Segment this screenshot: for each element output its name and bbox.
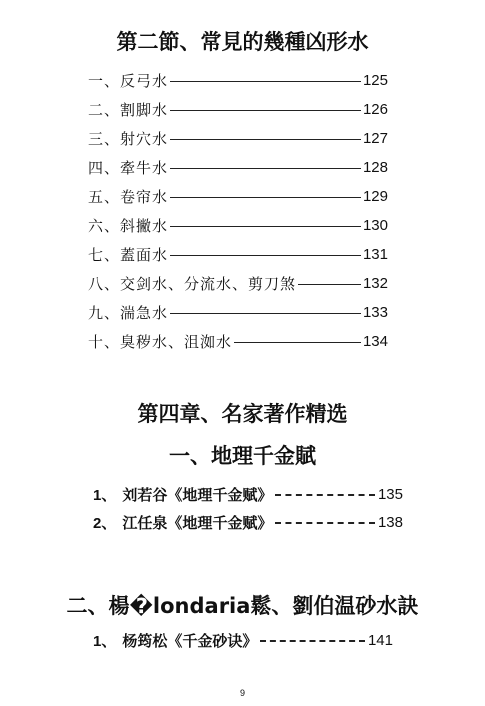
leader-line [170,110,361,111]
subsection-heading: 二、楊�londaria鬆、劉伯温砂水訣 [66,594,419,618]
toc-entry-number: 七、 [88,245,121,264]
leader-line [234,342,361,343]
toc-entry-title: 割脚水 [120,100,169,119]
toc-entry[interactable] [88,184,388,208]
leader-line [170,313,361,314]
toc-entry-page: 125 [362,71,388,89]
toc-entry-title: 臭秽水、沮洳水 [120,332,233,351]
toc-entry-number: 六、 [88,216,121,235]
leader-line [275,494,375,496]
toc-entry[interactable] [93,510,403,534]
chapter-heading: 第四章、名家著作精选 [137,402,348,426]
leader-line [298,284,361,285]
toc-entry-page: 138 [377,513,403,531]
toc-entry-page: 133 [362,303,388,321]
toc-entry-title: 反弓水 [120,71,169,90]
toc-entry-number: 二、 [88,100,121,119]
toc-entry[interactable] [88,126,388,150]
toc-entry-title: 卷帘水 [120,187,169,206]
toc-entry-number: 五、 [88,187,121,206]
toc-entry-title: 交剑水、分流水、剪刀煞 [120,274,297,293]
toc-entry-number: 三、 [88,129,121,148]
toc-entry-title: 牽牛水 [120,158,169,177]
toc-entry-page: 126 [362,100,388,118]
leader-line [170,197,361,198]
toc-entry-number: 九、 [88,303,121,322]
toc-entry[interactable] [88,300,388,324]
section-heading: 第二節、常見的幾種凶形水 [116,30,369,54]
toc-entry-page: 132 [362,274,388,292]
toc-entry[interactable] [88,329,388,353]
toc-entry-title: 射穴水 [120,129,169,148]
toc-entry-number: 八、 [88,274,121,293]
leader-line [170,168,361,169]
toc-entry[interactable] [88,97,388,121]
leader-line [170,255,361,256]
toc-entry[interactable] [88,68,388,92]
toc-entry-number: 2、 [93,514,117,532]
toc-entry-number: 四、 [88,158,121,177]
toc-entry[interactable] [88,155,388,179]
toc-entry-page: 141 [367,631,393,649]
leader-line [260,640,365,642]
toc-entry-title: 刘若谷《地理千金赋》 [122,486,273,504]
leader-line [170,226,361,227]
subsection-heading: 一、地理千金賦 [169,444,316,468]
toc-entry[interactable] [88,242,388,266]
toc-entry-page: 135 [377,485,403,503]
leader-line [170,81,361,82]
toc-entry-number: 1、 [93,632,117,650]
toc-entry-number: 一、 [88,71,121,90]
toc-entry-number: 十、 [88,332,121,351]
toc-entry-page: 134 [362,332,388,350]
toc-entry[interactable] [93,628,393,652]
toc-entry-title: 江任泉《地理千金赋》 [122,514,273,532]
toc-entry-page: 129 [362,187,388,205]
toc-entry-title: 湍急水 [120,303,169,322]
toc-entry[interactable] [88,213,388,237]
toc-entry-page: 128 [362,158,388,176]
leader-line [170,139,361,140]
toc-entry-title: 杨筠松《千金砂诀》 [122,632,258,650]
toc-entry-page: 127 [362,129,388,147]
leader-line [275,522,375,524]
page-number: 9 [239,688,245,698]
toc-entry-number: 1、 [93,486,117,504]
toc-entry-title: 斜撇水 [120,216,169,235]
toc-entry[interactable] [88,271,388,295]
toc-entry[interactable] [93,482,403,506]
toc-entry-title: 蓋面水 [120,245,169,264]
toc-entry-page: 130 [362,216,388,234]
toc-entry-page: 131 [362,245,388,263]
